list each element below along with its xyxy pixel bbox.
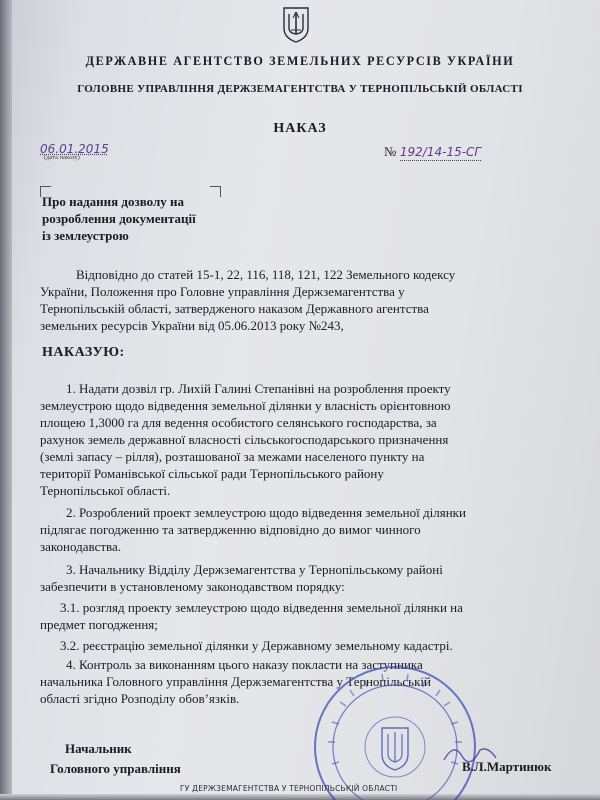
text-line: України, Положення про Головне управління Держземагентства у: [40, 284, 405, 299]
subject-bracket-right: [210, 186, 221, 197]
official-seal-icon: [310, 662, 480, 800]
footer-stamp-text: ГУ ДЕРЖЗЕМАГЕНТСТВА У ТЕРНОПІЛЬСЬКІЙ ОБЛАСТІ: [180, 784, 398, 793]
department-name: ГОЛОВНЕ УПРАВЛІННЯ ДЕРЖЗЕМАГЕНТСТВА У ТЕРНОПІЛЬСЬКІЙ ОБЛАСТІ: [77, 83, 523, 95]
item-2: [40, 504, 550, 555]
text-line: 2. Розроблений проект землеустрою щодо відведення земельної ділянки: [66, 505, 466, 520]
text-line: предмет погодження;: [40, 617, 158, 632]
text-line: території Романівської сільської ради Тернопільського району: [40, 466, 384, 481]
text-line: підлягає погодженню та затвердженню відповідно до вимог чинного: [40, 522, 421, 537]
text-line: земельних ресурсів України від 05.06.2013 року №243,: [40, 318, 344, 333]
order-number-block: [384, 144, 481, 161]
text-line: площею 1,3000 га для ведення особистого селянського господарства, за: [40, 415, 437, 430]
text-line: законодавства.: [40, 539, 122, 554]
text-line: 4. Контроль за виконанням цього наказу покласти на заступника: [66, 657, 423, 672]
text-line: 1. Надати дозвіл гр. Лихій Галині Степанівні на розроблення проекту: [66, 381, 451, 396]
item-1: [40, 380, 550, 499]
signatory-name: В.Л.Мартинюк: [462, 759, 552, 774]
page-edge-shadow: [0, 0, 12, 800]
intro-paragraph: [40, 266, 550, 334]
text-line: 3. Начальнику Відділу Держземагентства у Тернопільському районі: [66, 562, 443, 577]
text-line: області згідно Розподілу обов’язків.: [40, 691, 240, 706]
subject-line: Про надання дозволу на: [42, 194, 185, 209]
text-line: 3.1. розгляд проекту землеустрою щодо відведення земельної ділянки на: [60, 600, 463, 615]
text-line: Тернопільської області.: [40, 483, 171, 498]
text-line: Тернопільській області, затвердженого наказом Державного агентства: [40, 301, 429, 316]
signatory-position: [50, 739, 181, 779]
item-3: [40, 561, 550, 595]
order-word: НАКАЗУЮ:: [42, 345, 125, 360]
page-bottom-edge: [0, 794, 600, 800]
text-line: 3.2. реєстрацію земельної ділянки у Державному земельному кадастрі.: [60, 638, 453, 653]
order-subject: [42, 193, 196, 244]
subject-line: розроблення документації: [42, 211, 196, 226]
order-number: 192/14-15-СГ: [399, 145, 482, 159]
trident-icon: [276, 4, 316, 44]
text-line: забезпечити в установленому законодавством порядку:: [40, 579, 345, 594]
agency-name: ДЕРЖАВНЕ АГЕНТСТВО ЗЕМЕЛЬНИХ РЕСУРСІВ УКРАЇНИ: [85, 54, 515, 68]
text-line: Відповідно до статей 15-1, 22, 116, 118, 121, 122 Земельного кодексу: [76, 267, 456, 282]
item-3-1: [40, 599, 550, 633]
date-caption: (дата наказу): [44, 154, 80, 161]
text-line: землеустрою щодо відведення земельної ділянки у власність орієнтовною: [40, 398, 451, 413]
text-line: начальника Головного управління Держземагентства у Тернопільській: [40, 674, 431, 689]
document-title: НАКАЗ: [273, 121, 327, 136]
number-sign: №: [384, 144, 397, 159]
subject-line: із землеустрою: [42, 228, 129, 243]
order-date: 06.01.2015: [40, 142, 109, 156]
text-line: рахунок земель державної власності сільськогосподарського призначення: [40, 432, 449, 447]
position-line: Головного управління: [50, 761, 181, 776]
position-line: Начальник: [65, 741, 132, 756]
item-3-2: [40, 637, 550, 654]
text-line: (землі запасу – рілля), розташованої за межами населеного пункту на: [40, 449, 425, 464]
date-block: [40, 142, 118, 161]
